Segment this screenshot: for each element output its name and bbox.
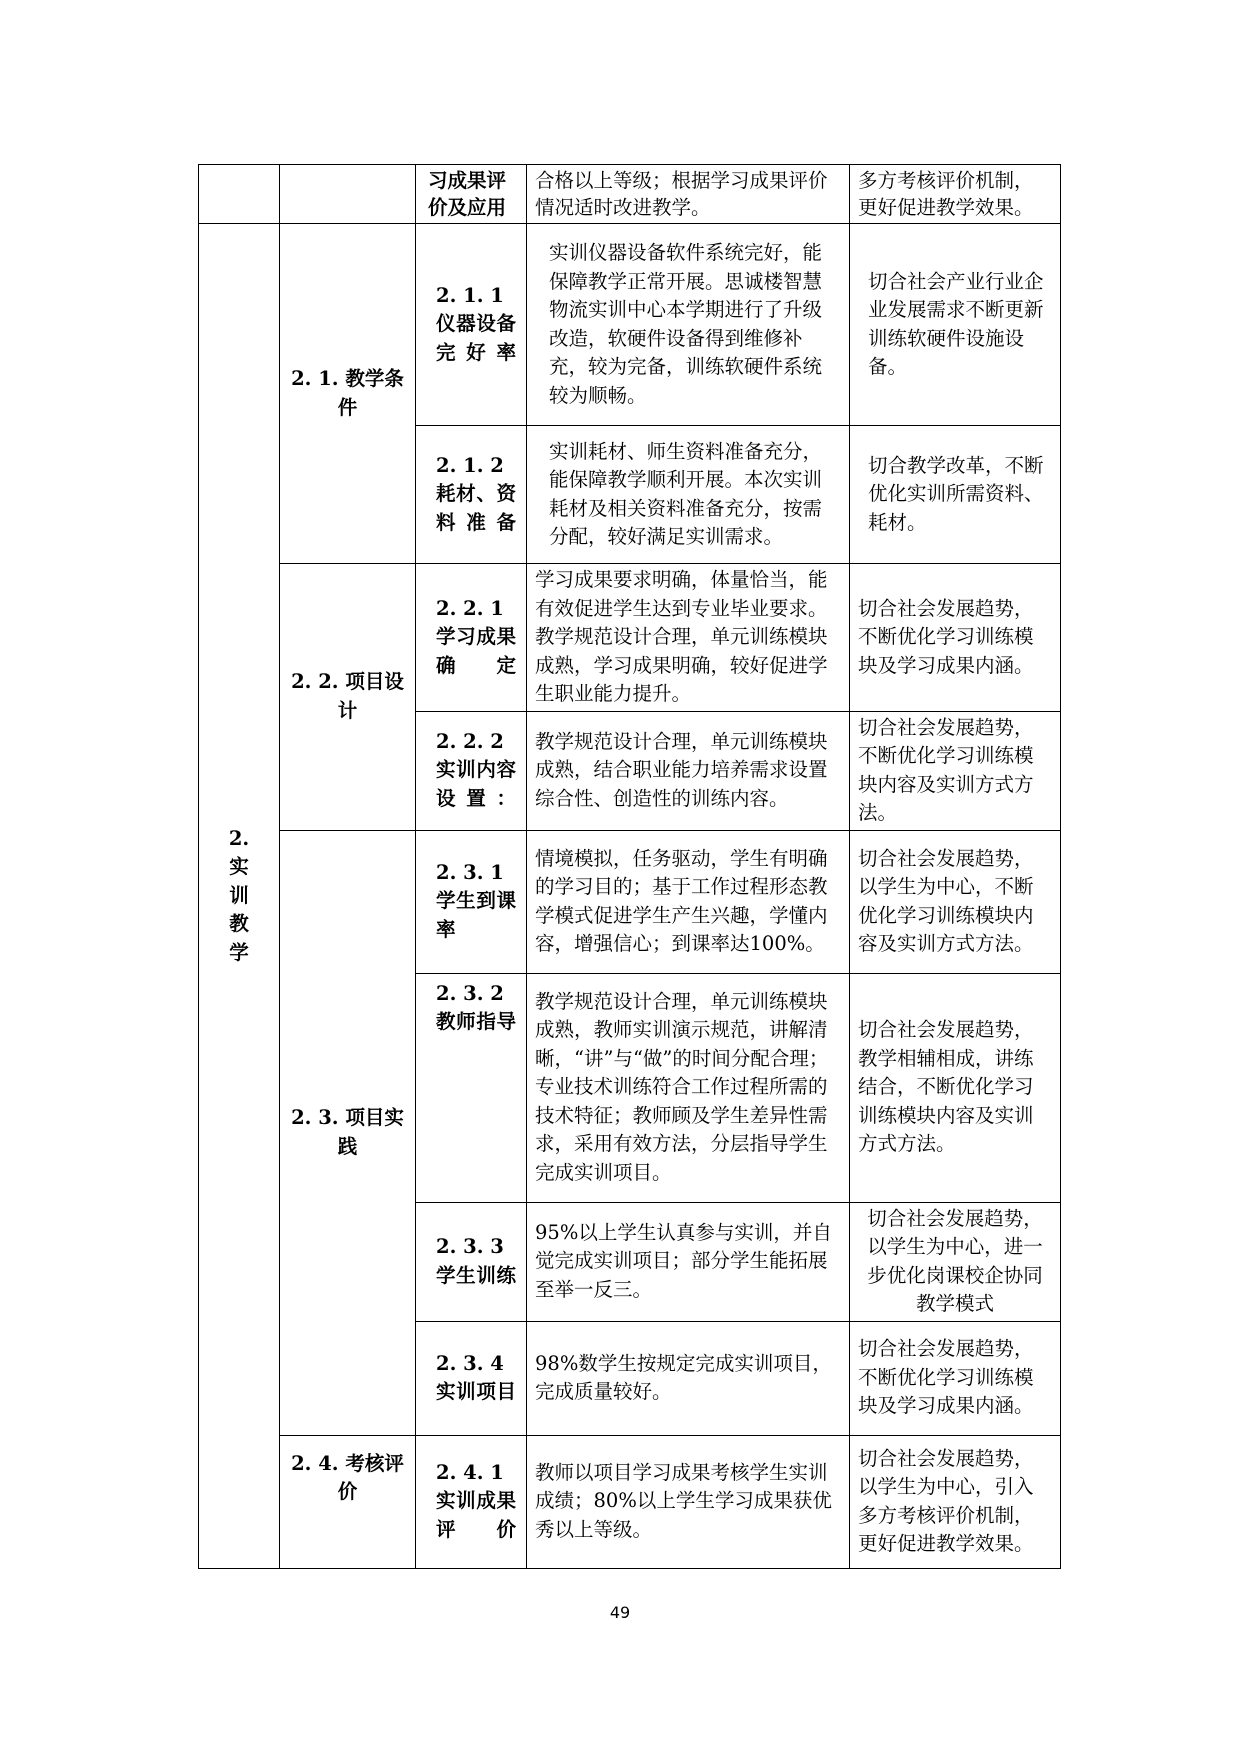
indicator-name: 学生训练: [436, 1263, 516, 1287]
status-cell: 教师以项目学习成果考核学生实训成绩；80%以上学生学习成果获优秀以上等级。: [527, 1435, 850, 1568]
indicator-name: 学习成果确定: [436, 625, 516, 677]
status-cell: 实训耗材、师生资料准备充分，能保障教学顺利开展。本次实训耗材及相关资料准备充分，按需分配，较好满足实训需求。: [527, 426, 850, 564]
indicator-cell: [416, 1435, 527, 1568]
improvement-cell: 切合社会发展趋势，以学生为中心，不断优化学习训练模块内容及实训方式方法。: [850, 830, 1061, 973]
indicator-cell: 习成果评价及应用: [416, 165, 527, 224]
empty-cell: [199, 165, 280, 224]
indicator-name: 实训项目: [436, 1380, 516, 1403]
section-char: 训: [229, 883, 249, 907]
indicator-cell: [416, 711, 527, 830]
table-row: [199, 830, 1061, 973]
status-cell: 情境模拟，任务驱动，学生有明确的学习目的；基于工作过程形态教学模式促进学生产生兴趣，学懂内容，增强信心；到课率达100%。: [527, 830, 850, 973]
group-label: 2. 1. 教学条件: [280, 224, 416, 564]
section-char: 实: [229, 855, 249, 878]
improvement-cell: 切合社会发展趋势，不断优化学习训练模块内容及实训方式方法。: [850, 711, 1061, 830]
improvement-cell: 切合社会发展趋势，以学生为中心，引入多方考核评价机制，更好促进教学效果。: [850, 1435, 1061, 1568]
status-cell: 98%数学生按规定完成实训项目，完成质量较好。: [527, 1321, 850, 1435]
improvement-cell: 切合社会产业行业企业发展需求不断更新训练软硬件设施设备。: [850, 224, 1061, 426]
indicator-code: 2. 3. 1: [436, 860, 504, 884]
indicator-cell: [416, 1202, 527, 1321]
indicator-code: 2. 3. 4: [436, 1351, 504, 1375]
section-char: 学: [229, 940, 249, 964]
improvement-cell: 多方考核评价机制，更好促进教学效果。: [850, 165, 1061, 224]
indicator-name: 耗材、资料准备: [436, 482, 516, 534]
indicator-name: 实训内容设置：: [436, 758, 516, 810]
indicator-code: 2. 3. 2: [436, 981, 504, 1005]
status-cell: 教学规范设计合理，单元训练模块成熟，教师实训演示规范，讲解清晰，“讲”与“做”的时间分配合理；专业技术训练符合工作过程所需的技术特征；教师顾及学生差异性需求，采用有效方法，分层指导学生完成实训项目。: [527, 973, 850, 1202]
table-row: [199, 224, 1061, 426]
indicator-code: 2. 3. 3: [436, 1235, 504, 1258]
indicator-code: 2. 4. 1: [436, 1460, 504, 1484]
table-row: [199, 564, 1061, 712]
indicator-code: 2. 2. 2: [436, 729, 504, 753]
improvement-cell: 切合社会发展趋势，以学生为中心，进一步优化岗课校企协同教学模式: [850, 1202, 1061, 1321]
improvement-cell: 切合社会发展趋势，教学相辅相成，讲练结合，不断优化学习训练模块内容及实训方式方法。: [850, 973, 1061, 1202]
evaluation-table: [198, 164, 1061, 1569]
indicator-cell: [416, 426, 527, 564]
status-cell: 合格以上等级；根据学习成果评价情况适时改进教学。: [527, 165, 850, 224]
indicator-name: 仪器设备完好率: [436, 312, 516, 364]
group-label: 2. 3. 项目实践: [280, 830, 416, 1435]
improvement-cell: 切合社会发展趋势，不断优化学习训练模块及学习成果内涵。: [850, 564, 1061, 712]
indicator-cell: [416, 830, 527, 973]
empty-cell: [280, 165, 416, 224]
section-label: [199, 224, 280, 1569]
indicator-code: 2. 1. 2: [436, 453, 504, 477]
table-row: [199, 165, 1061, 224]
improvement-cell: 切合教学改革，不断优化实训所需资料、耗材。: [850, 426, 1061, 564]
indicator-name: 实训成果评价: [436, 1489, 516, 1541]
improvement-cell: 切合社会发展趋势，不断优化学习训练模块及学习成果内涵。: [850, 1321, 1061, 1435]
indicator-cell: [416, 1321, 527, 1435]
indicator-code: 2. 2. 1: [436, 596, 504, 620]
section-char: 教: [229, 912, 249, 935]
status-cell: 教学规范设计合理，单元训练模块成熟，结合职业能力培养需求设置综合性、创造性的训练内容。: [527, 711, 850, 830]
indicator-cell: [416, 973, 527, 1202]
page-number: 49: [609, 1603, 631, 1622]
group-label: 2. 4. 考核评价: [280, 1435, 416, 1568]
table-row: [199, 1435, 1061, 1568]
status-cell: 实训仪器设备软件系统完好，能保障教学正常开展。思诚楼智慧物流实训中心本学期进行了升级改造，软硬件设备得到维修补充，较为完备，训练软硬件系统较为顺畅。: [527, 224, 850, 426]
status-cell: 95%以上学生认真参与实训，并自觉完成实训项目；部分学生能拓展至举一反三。: [527, 1202, 850, 1321]
indicator-cell: [416, 564, 527, 712]
group-label: 2. 2. 项目设计: [280, 564, 416, 831]
indicator-cell: [416, 224, 527, 426]
indicator-name: 教师指导: [436, 1010, 516, 1033]
indicator-code: 2. 1. 1: [436, 283, 504, 307]
status-cell: 学习成果要求明确，体量恰当，能有效促进学生达到专业毕业要求。教学规范设计合理，单元训练模块成熟，学习成果明确，较好促进学生职业能力提升。: [527, 564, 850, 712]
section-number: 2.: [228, 826, 250, 850]
indicator-name: 学生到课率: [436, 889, 516, 941]
